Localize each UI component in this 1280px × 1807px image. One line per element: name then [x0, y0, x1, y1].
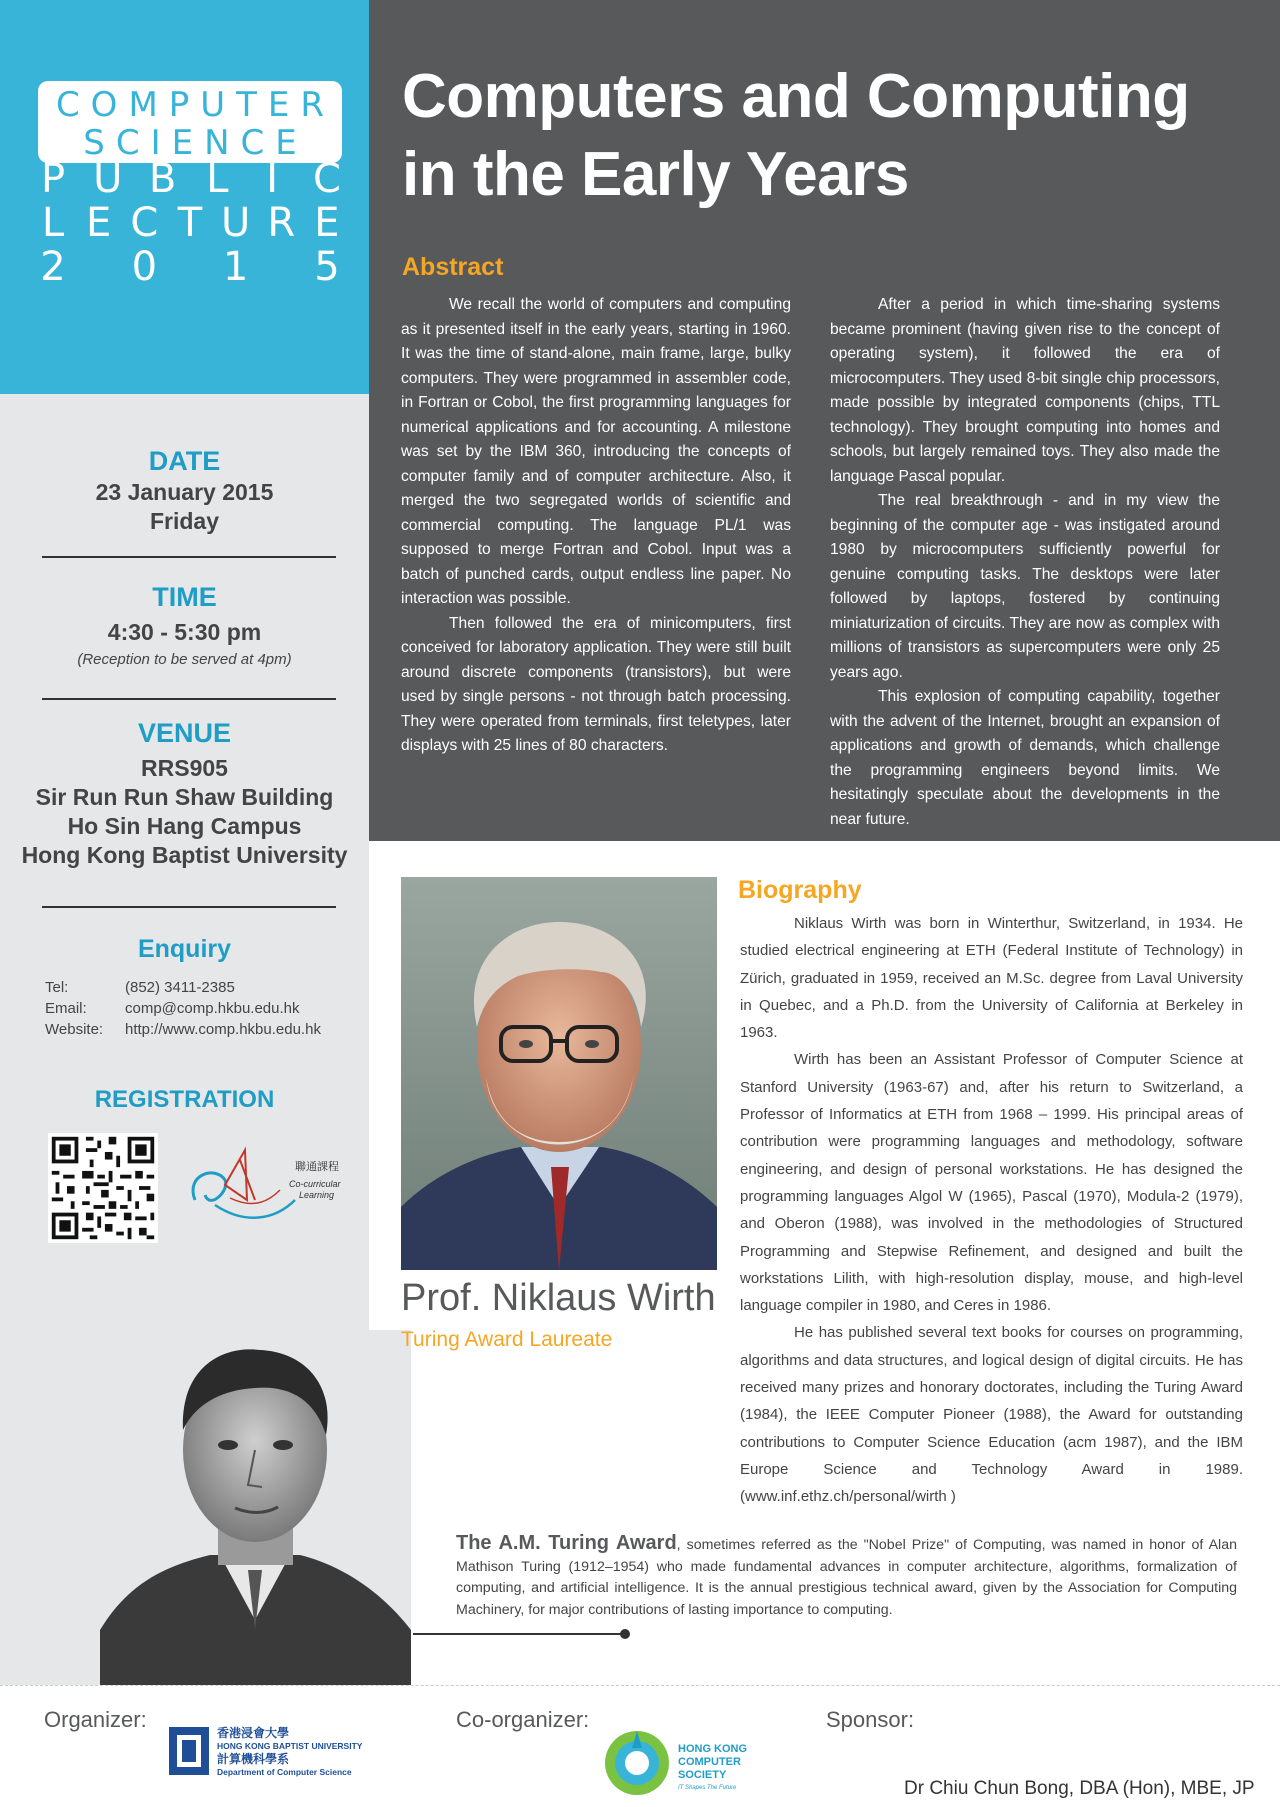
divider — [42, 556, 336, 558]
enquiry-email-row — [45, 999, 300, 1019]
hkbu-dept-cn: 計算機科學系 — [217, 1752, 290, 1766]
hkbu-cs-logo — [167, 1723, 367, 1783]
biography-paragraph: Niklaus Wirth was born in Winterthur, Switzerland, in 1934. He studied electrical engineering at ETH (Federal Institute of Technology) in Zürich, graduated in 1959, received an M.Sc. degree from Laval University in Quebec, and a Ph.D. from the University of California at Berkeley in 1963. — [740, 915, 1243, 1042]
speaker-subtitle: Turing Award Laureate — [401, 1328, 613, 1351]
hkbu-cn-name: 香港浸會大學 — [217, 1726, 290, 1740]
digit: 0 — [131, 244, 158, 290]
reception-note: (Reception to be served at 4pm) — [77, 651, 292, 668]
divider — [42, 906, 336, 908]
lecture-title-line1: Computers and Computing — [402, 62, 1190, 131]
registration-qr-code[interactable] — [48, 1133, 158, 1243]
letter: L — [41, 200, 65, 246]
date-block — [0, 444, 369, 536]
niklaus-wirth-photo — [401, 877, 717, 1270]
letter: U — [220, 200, 251, 246]
turing-award-note — [456, 1533, 1237, 1621]
venue-building: Sir Run Run Shaw Building — [35, 784, 334, 810]
hkbu-en-name: HONG KONG BAPTIST UNIVERSITY — [217, 1741, 363, 1751]
year-word — [38, 245, 342, 289]
divider — [42, 698, 336, 700]
letter: C — [130, 200, 159, 246]
letter: R — [267, 200, 296, 246]
venue-heading: VENUE — [137, 718, 232, 748]
sponsor-name: Dr Chiu Chun Bong, DBA (Hon), MBE, JP — [904, 1778, 1255, 1799]
abstract-paragraph: We recall the world of computers and computing as it presented itself in the early years, starting in 1960. It was the time of stand-alone, main frame, large, bulky computers. They were programmed in assembler code, in Fortran or Cobol, the first programming languages for numerical applications and for accounting. A milestone was set by the IBM 360, introducing the concepts of computer family and of computer architecture. Also, it merged the two segregated worlds of scientific and commercial computing. The language PL/1 was supposed to merge Fortran and Cobol. Input was a batch of punched cards, output endless line paper. No interaction was possible. — [401, 296, 791, 607]
venue-university: Hong Kong Baptist University — [21, 842, 348, 868]
venue-room: RRS905 — [141, 755, 228, 781]
letter: E — [314, 200, 340, 246]
organizer-label: Organizer: — [44, 1707, 147, 1732]
tel-value: (852) 3411-2385 — [125, 979, 235, 996]
website-label: Website: — [45, 1021, 104, 1038]
abstract-column-2 — [830, 293, 1220, 832]
turing-award-text: , sometimes referred as the "Nobel Prize" of Computing, was named in honor of Alan Mathison Turing (1912–1954) who made fundamental advances in computer architecture, algorithms, formalization of computing, and artificial intelligence. It is the annual prestigious technical award, given by the Association for Computing Machinery, for major contributions of lasting importance to computing. — [456, 1537, 1237, 1618]
venue-campus: Ho Sin Hang Campus — [67, 813, 302, 839]
abstract-paragraph: After a period in which time-sharing systems became prominent (having given rise to the concept of operating system), it followed the era of microcomputers. They used 8-bit single chip processors, made possible by integrated components (chips, TTL technology). They brought computing into homes and schools, but largely remained toys. They also made the language Pascal popular. — [830, 296, 1220, 485]
ccl-cn-text: 聯通課程 — [295, 1160, 339, 1173]
letter: C — [313, 156, 341, 202]
digit: 1 — [222, 244, 249, 290]
ccl-en-text-2: Learning — [299, 1190, 335, 1200]
time-value: 4:30 - 5:30 pm — [107, 619, 262, 645]
cs-line-computer: COMPUTER — [55, 85, 336, 125]
registration-block — [0, 1083, 369, 1117]
hkbu-dept-en: Department of Computer Science — [217, 1767, 352, 1777]
abstract-paragraph: This explosion of computing capability, together with the advent of the Internet, brought an expansion of applications and growth of demands, which challenge the programming engineers beyond limits. We hesitatingly speculate about the developments in the near future. — [830, 688, 1220, 828]
alan-turing-portrait — [100, 1330, 411, 1685]
tel-label: Tel: — [45, 979, 69, 996]
date-heading: DATE — [148, 446, 221, 476]
enquiry-block — [0, 932, 369, 966]
enquiry-website-row — [45, 1020, 321, 1040]
time-block — [0, 580, 369, 668]
lecture-word — [38, 201, 342, 245]
letter: I — [266, 156, 279, 202]
hkcs-line3: SOCIETY — [678, 1769, 727, 1781]
registration-heading: REGISTRATION — [94, 1086, 275, 1113]
turing-award-line — [413, 1633, 625, 1635]
digit: 5 — [314, 244, 340, 290]
venue-block — [0, 716, 369, 870]
digit: 2 — [40, 244, 66, 290]
letter: T — [177, 200, 203, 246]
letter: P — [40, 156, 66, 202]
turing-award-lead: The A.M. Turing Award — [456, 1532, 677, 1554]
enquiry-tel-row — [45, 978, 235, 998]
enquiry-heading: Enquiry — [137, 935, 232, 963]
biography-heading: Biography — [738, 876, 862, 904]
biography-paragraph: Wirth has been an Assistant Professor of Computer Science at Stanford University (1963-67) and, after his return to Switzerland, a Professor of Informatics at ETH from 1968 – 1999. His principal areas of contribution were programming languages and methodology, software engineering, and design of personal workstations. He has designed the programming languages Algol W (1965), Pascal (1970), Modula-2 (1979), and Oberon (1988), was involved in the methodologies of Structured Programming and Stepwise Refinement, and designed and built the workstations Lilith, with high-resolution display, mouse, and high-level language compiler in 1980, and Ceres in 1986. — [740, 1051, 1243, 1315]
biography-text — [740, 910, 1243, 1511]
lecture-title-line2: in the Early Years — [402, 140, 909, 209]
biography-paragraph: He has published several text books for courses on programming, algorithms and data structures, and logical design of digital circuits. He has received many prizes and honorary doctorates, including the Turing Award (1984), the IEEE Computer Pioneer (1988), the Award for outstanding contributions to Computer Science Education (acm 1987), and the IBM Europe Science and Technology Award in 1989. (www.inf.ethz.ch/personal/wirth ) — [740, 1324, 1243, 1506]
ccl-en-text-1: Co-curricular — [289, 1179, 341, 1189]
abstract-paragraph: Then followed the era of minicomputers, first conceived for laboratory application. They were still built around discrete components (transistors), but were used by single persons - not through batch processing. They were operated from terminals, first teletypes, later displays with 25 lines of 80 characters. — [401, 614, 791, 754]
hkcs-logo — [602, 1718, 782, 1803]
day-value: Friday — [149, 508, 220, 534]
letter: U — [93, 156, 123, 202]
date-value: 23 January 2015 — [95, 479, 274, 505]
turing-award-line-dot — [620, 1629, 630, 1639]
coorganizer-label: Co-organizer: — [456, 1707, 590, 1732]
letter: L — [206, 156, 229, 202]
abstract-heading: Abstract — [402, 253, 504, 281]
abstract-paragraph: The real breakthrough - and in my view the beginning of the computer age - was instigated around 1980 by microcomputers sufficiently powerful for genuine computing tasks. The desktops were later followed by laptops, fostered by continuing miniaturization of circuits. They are now as complex with millions of transistors as supercomputers were only 25 years ago. — [830, 492, 1220, 681]
letter: B — [148, 156, 177, 202]
time-heading: TIME — [152, 582, 217, 612]
email-label: Email: — [45, 1000, 87, 1017]
abstract-column-1 — [401, 293, 791, 759]
co-curricular-learning-logo — [185, 1140, 365, 1240]
email-link[interactable]: comp@comp.hkbu.edu.hk — [125, 1000, 300, 1017]
sponsor-label: Sponsor: — [826, 1707, 915, 1732]
website-link[interactable]: http://www.comp.hkbu.edu.hk — [125, 1021, 321, 1038]
cs-line-science: SCIENCE — [83, 123, 308, 163]
hkcs-line2: COMPUTER — [678, 1756, 741, 1768]
computer-science-badge — [38, 81, 342, 163]
hkcs-tagline: IT Shapes The Future — [678, 1785, 737, 1791]
speaker-name: Prof. Niklaus Wirth — [401, 1277, 716, 1319]
public-word — [38, 157, 342, 201]
letter: E — [86, 200, 112, 246]
hkcs-line1: HONG KONG — [678, 1743, 748, 1755]
